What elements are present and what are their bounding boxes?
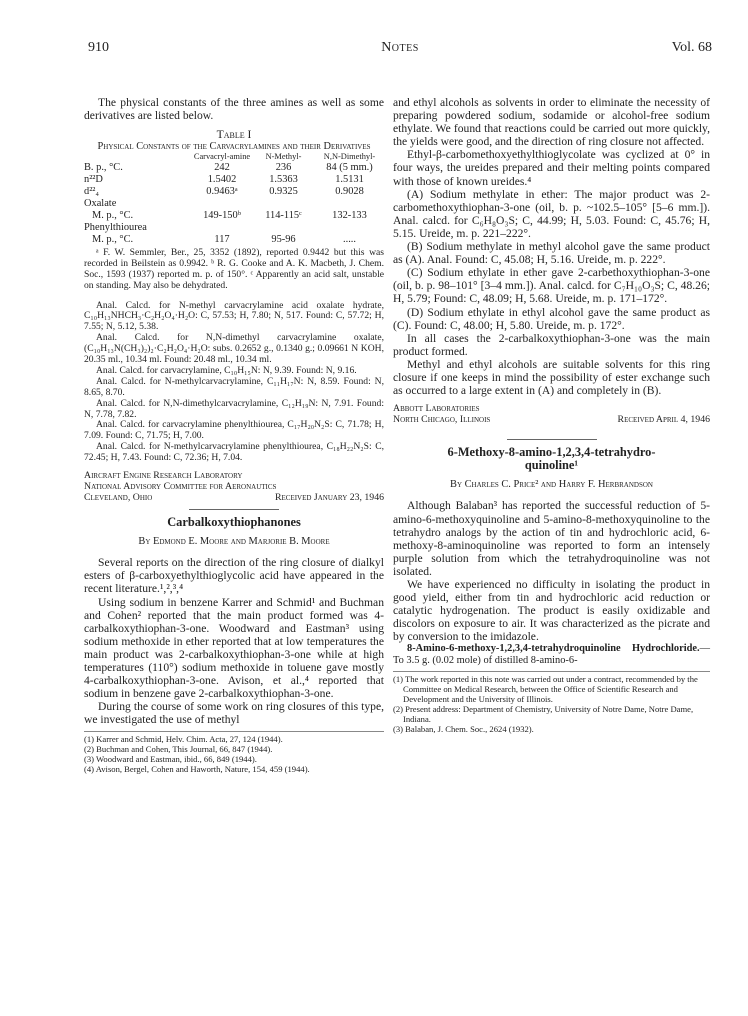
- lab-city: Cleveland, Ohio: [84, 492, 153, 504]
- table-cell: 132-133: [332, 209, 367, 221]
- section-divider: [189, 509, 279, 510]
- analysis-paragraph: Anal. Calcd. for N-methylcarvacrylamine, C₁₁H₁₇N: N, 8.59. Found: N, 8.65, 8.70.: [84, 375, 384, 398]
- table-cell: 84 (5 mm.): [326, 161, 373, 173]
- table-footnote: ᵃ F. W. Semmler, Ber., 25, 3352 (1892), reported 0.9442 but this was recorded in Beilstein as 0.9942. ᵇ R. G. Cooke and A. K. Macbeth, J. Chem. Soc., 1593 (1937) reported m. p. of 150°. ᶜ Apparently an acid salt, unstable on standing. May also be dehydrated.: [84, 246, 384, 291]
- table-cell: M. p., °C.: [92, 209, 134, 221]
- footnote: (3) Woodward and Eastman, ibid., 66, 849 (1944).: [84, 753, 257, 764]
- analysis-paragraph: Anal. Calcd. for N-methylcarvacrylamine phenylthiourea, C₁₈H₂₂N₂S: C, 72.45; H, 7.43. Found: C, 72.36; H, 7.04.: [84, 441, 384, 464]
- body-paragraph: Using sodium in benzene Karrer and Schmid¹ and Buchman and Cohen² reported that the main product formed was 4-carbalkoxythiophan-3-one. Woodward and Eastman³ using sodium methoxide in ether reported that at low temperatures the main product was 2-carbalkoxythiophan-3-one while at high temperatures (110°) sodium methoxide in toluene gave mostly 4-carbalkoxythiophan-3-one. Avison, et al.,⁴ reported that sodium in benzene gave 2-carbalkoxythiophan-3-one.: [84, 595, 384, 701]
- table-row: [84, 162, 384, 174]
- article-byline: By Charles C. Price² and Harry F. Herbrandson: [450, 479, 653, 491]
- lab-address: [84, 470, 384, 503]
- footnote: (1) The work reported in this note was carried out under a contract, recommended by the Committee on Medical Research, between the Office of Scientific Research and Development and the University of Illinois.: [393, 674, 698, 705]
- footnote: (3) Balaban, J. Chem. Soc., 2624 (1932).: [393, 724, 534, 735]
- constants-table: [84, 153, 384, 246]
- table-cell: 1.5131: [335, 173, 364, 185]
- table-header-row: [84, 153, 384, 162]
- footnote: (4) Avison, Bergel, Cohen and Haworth, Nature, 154, 459 (1944).: [84, 763, 310, 774]
- footnotes: [393, 671, 710, 734]
- table-cell: 149-150ᵇ: [203, 209, 241, 221]
- lab-name: Aircraft Engine Research Laboratory: [84, 470, 243, 482]
- lab-name: National Advisory Committee for Aeronautics: [84, 481, 277, 493]
- analysis-paragraph: Anal. Calcd. for carvacrylamine phenylthiourea, C₁₇H₂₀N₂S: C, 71.78; H, 7.09. Found: C, 71.75; H, 7.00.: [84, 419, 384, 442]
- body-paragraph: (B) Sodium methylate in methyl alcohol gave the same product as (A). Anal. Found: C, 45.08; H, 5.16. Ureide, m. p. 222°.: [393, 240, 710, 267]
- body-paragraph: During the course of some work on ring closures of this type, we investigated the use of methyl: [84, 700, 384, 727]
- table-cell: 1.5402: [207, 173, 237, 185]
- received-date: Received April 4, 1946: [617, 414, 710, 426]
- body-paragraph: Ethyl-β-carbomethoxyethylthioglycolate was cyclized at 0° in four ways, the ureides prepared and their melting points compared with those of known ureides.⁴: [393, 148, 710, 188]
- table-row: [84, 210, 384, 222]
- volume-label: Vol. 68: [671, 40, 712, 55]
- footnote: (1) Karrer and Schmid, Helv. Chim. Acta, 27, 124 (1944).: [84, 733, 283, 744]
- table-cell: 0.9325: [269, 185, 298, 197]
- body-paragraph: Although Balaban³ has reported the successful reduction of 5-amino-6-methoxyquinoline and 5-amino-8-methoxyquinoline to the tetrahydro analogs by the action of tin and hydrochloric acid, 6-methoxy-8-aminoquinoline was reported to form an intensely purple solution from which the tetrahydroquinoline was not isolated.: [393, 499, 710, 578]
- analysis-paragraph: Anal. Calcd. for N-methyl carvacrylamine acid oxalate hydrate, C₁₀H₁₃NHCH₃·C₂H₂O₄·H₂O: C, 57.53; H, 7.80; N, 517. Found: C, 57.72; H, 7.55; N, 5.12, 5.38.: [84, 299, 384, 333]
- table-row: [84, 174, 384, 186]
- analysis-paragraph: Anal. Calcd. for N,N-dimethylcarvacrylamine, C₁₂H₁₉N: N, 7.91. Found: N, 7.78, 7.82.: [84, 397, 384, 420]
- footnote: (2) Buchman and Cohen, This Journal, 66, 847 (1944).: [84, 743, 273, 754]
- article-title-line2: quinoline¹: [524, 458, 579, 473]
- table-row: [84, 186, 384, 198]
- body-paragraph: (C) Sodium ethylate in ether gave 2-carbethoxythiophan-3-one (oil, b. p. 98–101° [3–4 mm.]). Anal. calcd. for C₇H₁₀O₃S; C, 48.26; H, 5.79; Found: C, 48.09; H, 5.68. Ureide, m. p. 171–172°.: [393, 266, 710, 306]
- table-cell: .....: [343, 233, 356, 245]
- table-cell: Phenylthiourea: [84, 221, 147, 233]
- table-row: [84, 234, 384, 246]
- table-title: Table I: [216, 128, 252, 142]
- footnotes: [84, 731, 384, 774]
- table-col-head: N,N-Dimethyl-: [323, 152, 376, 162]
- table-cell: 242: [214, 161, 230, 173]
- body-paragraph: In all cases the 2-carbalkoxythiophan-3-one was the main product formed.: [393, 331, 710, 358]
- table-cell: 236: [275, 161, 292, 173]
- table-row: [84, 222, 384, 234]
- running-head: Notes: [381, 40, 419, 55]
- right-column: [393, 96, 710, 734]
- lab-city: North Chicago, Illinois: [393, 414, 491, 426]
- received-date: Received January 23, 1946: [274, 492, 384, 504]
- table-cell: B. p., °C.: [84, 161, 123, 173]
- table-cell: 0.9463ᵃ: [206, 185, 238, 197]
- body-paragraph: (D) Sodium ethylate in ethyl alcohol gave the same product as (C). Found: C, 48.00; H, 5.80. Ureide, m. p. 172°.: [393, 305, 710, 332]
- table-col-head: N-Methyl-: [265, 152, 302, 162]
- table-cell: n²²D: [84, 173, 103, 185]
- table-cell: 0.9028: [335, 185, 364, 197]
- body-paragraph: and ethyl alcohols as solvents in order to eliminate the necessity of preparing powdered sodium, sodamide or alcohol-free sodium ethylate. We found that reactions could be carried out more quickly, the yields were good, and the direction of ring closure not affected.: [393, 96, 710, 149]
- table-cell: Oxalate: [84, 197, 117, 209]
- analysis-paragraph: Anal. Calcd. for carvacrylamine, C₁₀H₁₅N: N, 9.39. Found: N, 9.16.: [96, 364, 357, 376]
- body-paragraph: Methyl and ethyl alcohols are suitable solvents for this ring closure if one keeps in mind the possibility of ester exchange such as occurred to a large extent in (A) and completely in (B).: [393, 357, 710, 398]
- running-header: [88, 40, 712, 60]
- body-paragraph: Several reports on the direction of the ring closure of dialkyl esters of β-carboxyethylthioglycolic acid have appeared in the recent literature.¹,²,³,⁴: [84, 556, 384, 596]
- analysis-block: [84, 301, 384, 465]
- analysis-paragraph: Anal. Calcd. for N,N-dimethyl carvacrylamine oxalate, (C₁₀H₁₃N(CH₃)₂)₂·C₂H₂O₄·H₂O: subs. 0.2652 g., 0.1340 g.; 0.09661 N KOH, 20.35 ml., 10.34 ml. Found: 20.48 ml., 10.34 ml.: [84, 332, 384, 366]
- section-divider: [507, 439, 597, 440]
- table-cell: 1.5363: [269, 173, 298, 185]
- footnote: (2) Present address: Department of Chemistry, University of Notre Dame, Notre Dame, Indiana.: [393, 704, 694, 725]
- experimental-subhead: 8-Amino-6-methoxy-1,2,3,4-tetrahydroquinoline Hydrochloride.: [407, 643, 700, 655]
- table-cell: 114-115ᶜ: [265, 209, 302, 221]
- lab-address: [393, 403, 710, 425]
- article-title: Carbalkoxythiophanones: [167, 515, 301, 530]
- experimental-text: —To 3.5 g. (0.02 mole) of distilled 8-amino-6-: [393, 643, 710, 667]
- page-number: 910: [88, 40, 109, 55]
- table-cell: d²²₄: [84, 185, 100, 197]
- article-byline: By Edmond E. Moore and Marjorie B. Moore: [138, 536, 330, 548]
- table-cell: 117: [214, 233, 230, 245]
- body-paragraph: (A) Sodium methylate in ether: The major product was 2-carbomethoxythiophan-3-one (oil, b. p. ~102.5–105° [5–6 mm.]). Anal. calcd. for C₆H₈O₃S; C, 44.99; H, 5.03. Found: C, 45.76; H, 5.15. Ureide, m. p. 221–222°.: [393, 187, 710, 240]
- table-caption: Physical Constants of the Carvacrylamines and their Derivatives: [97, 141, 371, 153]
- body-paragraph: We have experienced no difficulty in isolating the product in good yield, either from tin and hydrochloric acid reduction or catalytic hydrogenation. The product is easily oxidizable and discolors on exposure to air. It was characterized as the picrate and by conversion to the imidazole.: [393, 578, 710, 644]
- lab-name: Abbott Laboratories: [393, 403, 480, 415]
- intro-paragraph: The physical constants of the three amines as well as some derivatives are listed below.: [84, 96, 384, 123]
- table-row: [84, 198, 384, 210]
- table-cell: M. p., °C.: [92, 233, 134, 245]
- table-col-head: Carvacryl-amine: [193, 152, 251, 162]
- article-title: 6-Methoxy-8-amino-1,2,3,4-tetrahydro-: [447, 445, 656, 460]
- table-col-head: [84, 153, 192, 162]
- left-column: [84, 96, 384, 774]
- table-cell: 95-96: [271, 233, 296, 245]
